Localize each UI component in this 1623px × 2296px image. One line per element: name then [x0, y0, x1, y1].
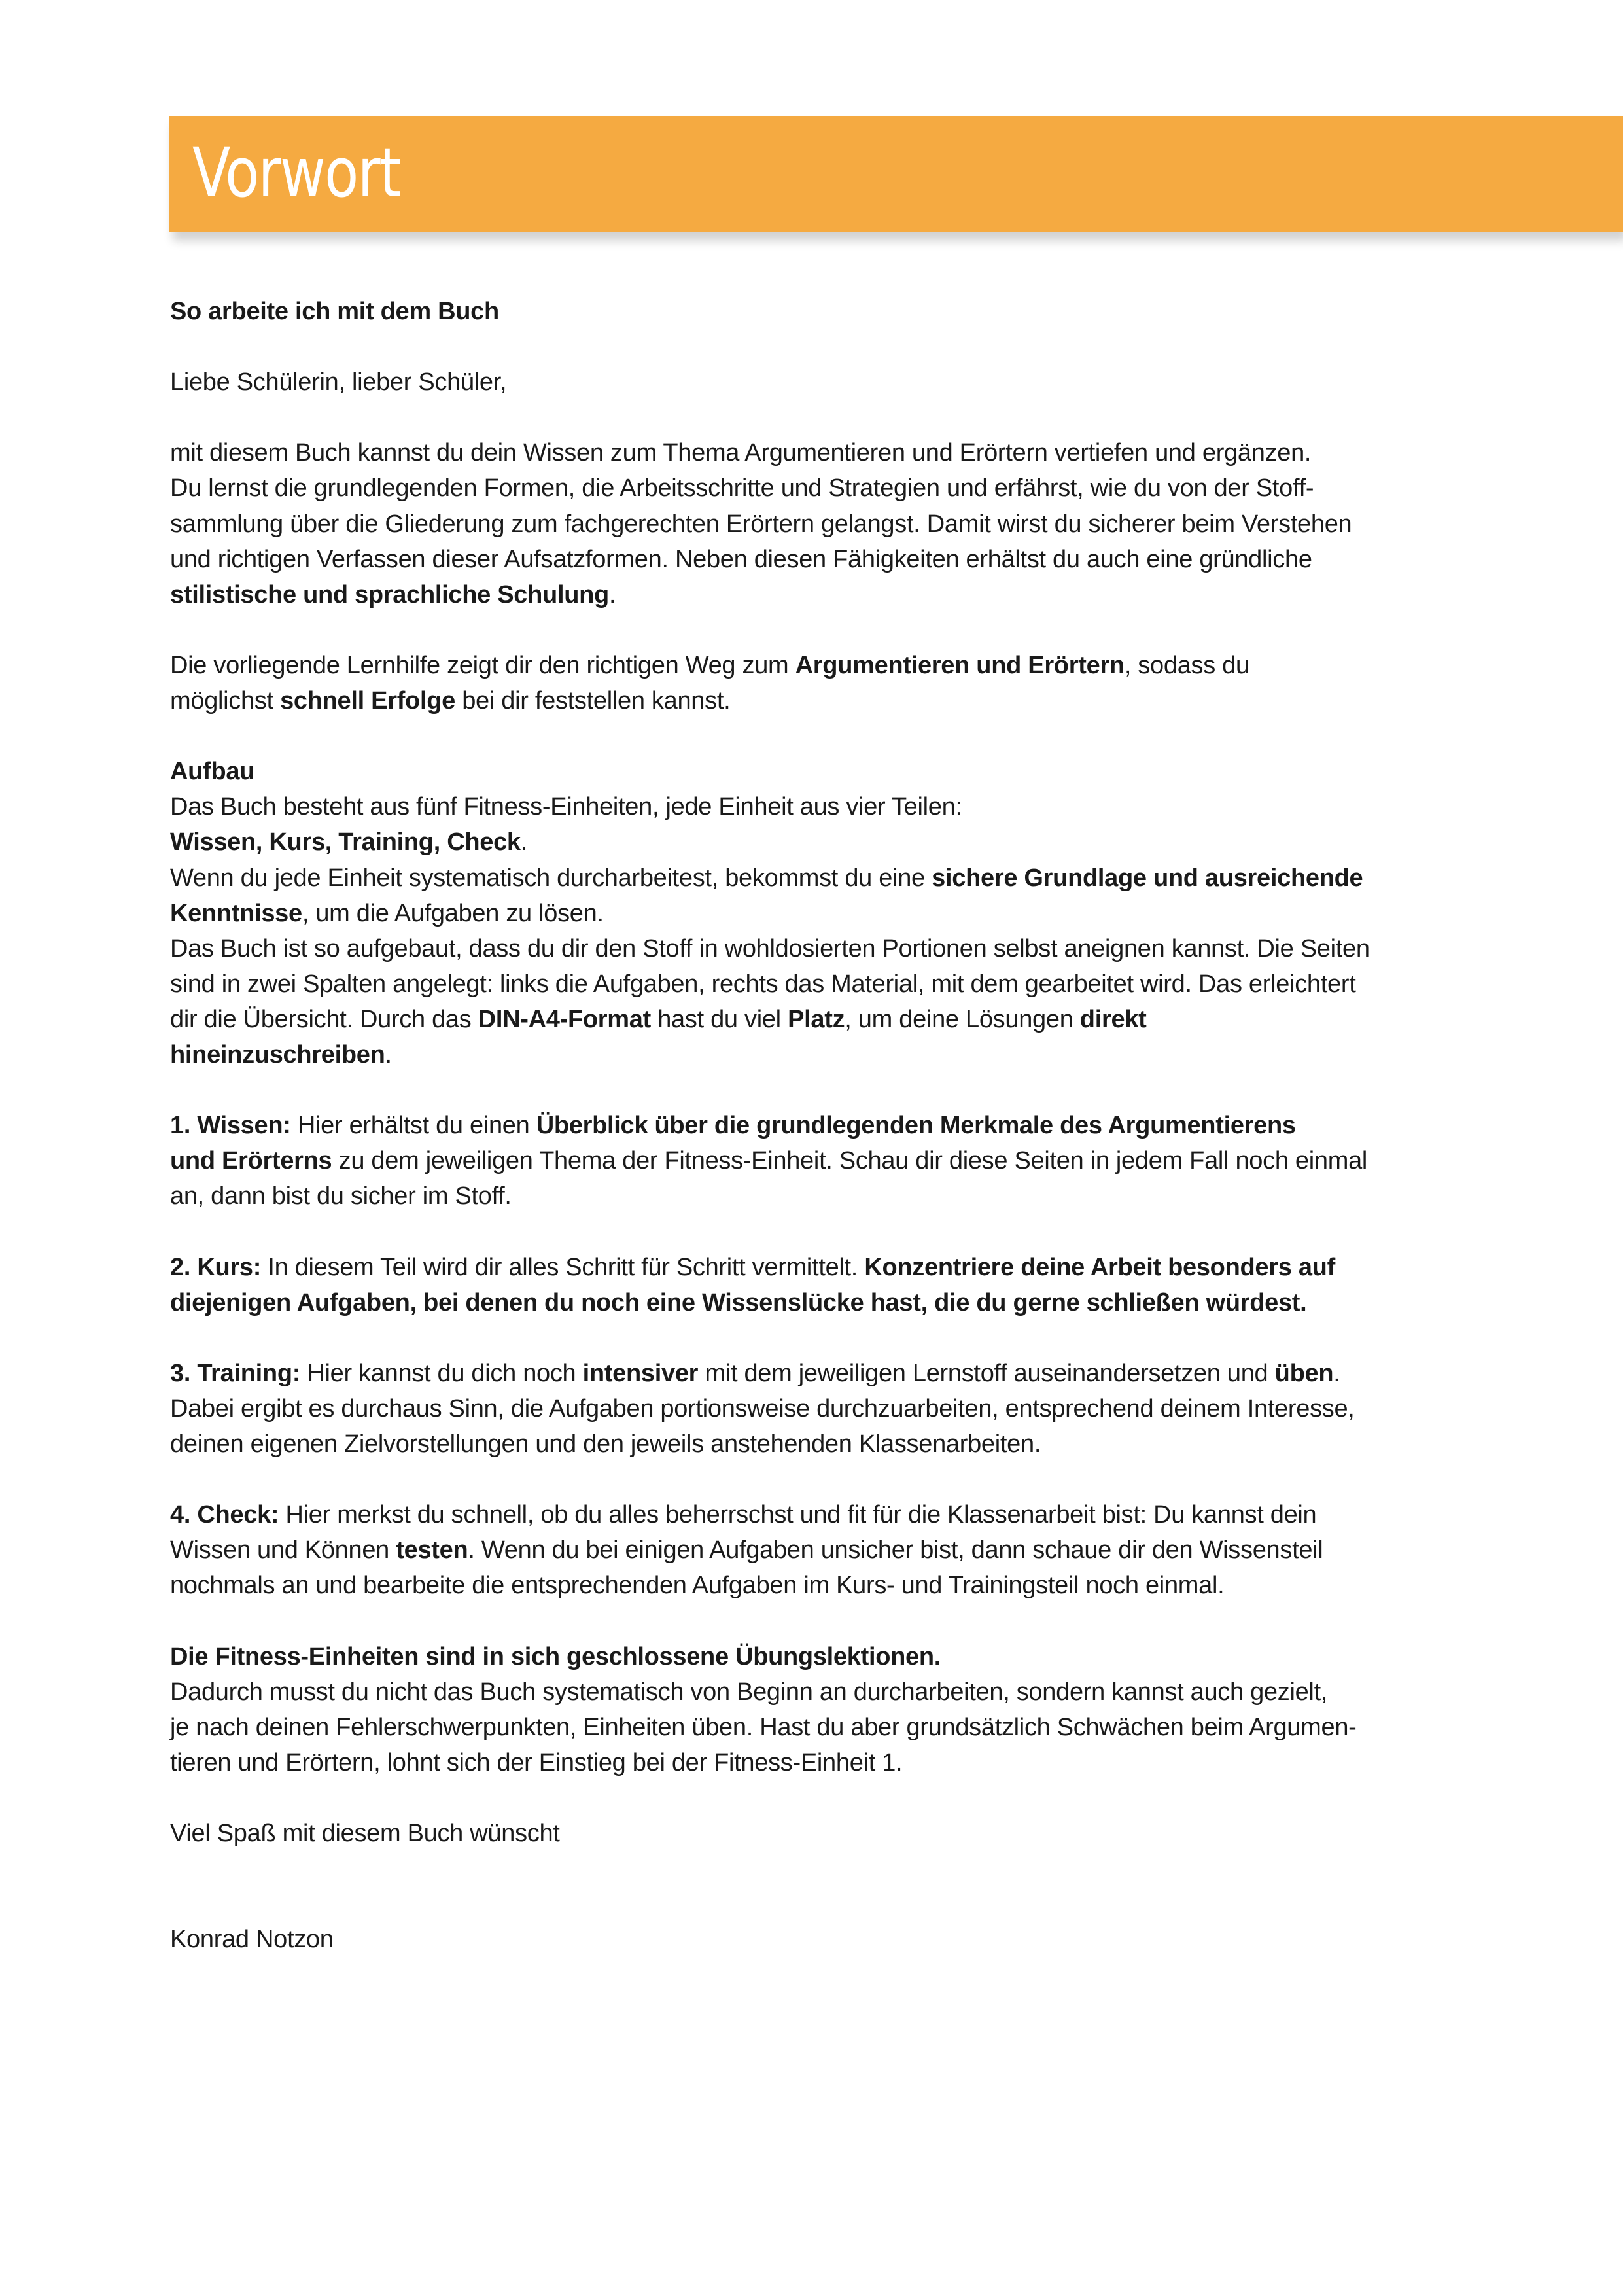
text-line	[170, 470, 1478, 506]
text-line	[170, 860, 1478, 896]
bold-text: DIN-A4-Format	[478, 1005, 651, 1033]
text-line	[170, 824, 1478, 860]
bold-text: Wissen, Kurs, Training, Check	[170, 828, 521, 857]
text-segment: .	[1333, 1359, 1340, 1387]
bold-text: direkt	[1079, 1005, 1147, 1033]
bold-text: stilistische und sprachliche Schulung	[170, 580, 609, 609]
text-segment: Das Buch ist so aufgebaut, dass du dir den Stoff in wohldosierten Portionen selbst aneignen kannst. Die Seiten	[170, 934, 1370, 963]
text-segment: , um die Aufgaben zu lösen.	[302, 899, 604, 927]
text-line	[170, 1356, 1478, 1391]
text-segment: . Wenn du bei einigen Aufgaben unsicher bist, dann schaue dir den Wissensteil	[468, 1536, 1323, 1564]
bold-text: schnell Erfolge	[280, 687, 455, 715]
text-segment: .	[385, 1040, 392, 1069]
bold-text: hineinzuschreiben	[170, 1040, 385, 1069]
text-segment: .	[520, 828, 528, 857]
bold-text: testen	[396, 1536, 468, 1564]
bold-text: sichere Grundlage und ausreichende	[932, 864, 1363, 892]
text-segment: Liebe Schülerin, lieber Schüler,	[170, 368, 507, 397]
bold-text: 4. Check:	[170, 1501, 279, 1529]
blank-line	[170, 400, 1478, 435]
text-segment: deinen eigenen Zielvorstellungen und den jeweils anstehenden Klassenarbeiten.	[170, 1430, 1041, 1458]
text-line	[170, 294, 1478, 329]
text-line	[170, 1250, 1478, 1285]
bold-text: So arbeite ich mit dem Buch	[170, 298, 499, 325]
text-line	[170, 966, 1478, 1002]
text-segment: Viel Spaß mit diesem Buch wünscht	[170, 1820, 560, 1848]
text-segment: Hier erhältst du einen	[290, 1112, 536, 1140]
blank-line	[170, 1214, 1478, 1249]
text-line	[170, 1285, 1478, 1320]
text-line	[170, 1639, 1478, 1674]
blank-line	[170, 1886, 1478, 1922]
text-line	[170, 1178, 1478, 1214]
bold-text: Argumentieren und Erörtern	[795, 651, 1125, 679]
text-segment: zu dem jeweiligen Thema der Fitness-Einheit. Schau dir diese Seiten in jedem Fall noch einmal	[332, 1147, 1368, 1175]
bold-text: und Erörterns	[170, 1147, 332, 1175]
text-line	[170, 1532, 1478, 1568]
text-segment: mit diesem Buch kannst du dein Wissen zum Thema Argumentieren und Erörtern vertiefen und ergänzen.	[170, 439, 1312, 467]
text-line	[170, 364, 1478, 400]
text-segment: Dadurch musst du nicht das Buch systematisch von Beginn an durcharbeiten, sondern kannst auch gezielt,	[170, 1678, 1328, 1706]
text-line	[170, 1037, 1478, 1072]
text-segment: Das Buch besteht aus fünf Fitness-Einheiten, jede Einheit aus vier Teilen:	[170, 793, 962, 821]
blank-line	[170, 718, 1478, 754]
text-segment: sammlung über die Gliederung zum fachgerechten Erörtern gelangst. Damit wirst du sicherer beim Verstehen	[170, 510, 1352, 538]
text-line	[170, 506, 1478, 542]
blank-line	[170, 1462, 1478, 1497]
text-segment: sind in zwei Spalten angelegt: links die Aufgaben, rechts das Material, mit dem gearbeitet wird. Das erleichtert	[170, 970, 1356, 998]
bold-text: üben	[1274, 1359, 1334, 1387]
text-segment: Dabei ergibt es durchaus Sinn, die Aufgaben portionsweise durchzuarbeiten, entsprechend deinem Interesse,	[170, 1394, 1355, 1422]
text-segment: Wissen und Können	[170, 1536, 396, 1564]
text-line	[170, 435, 1478, 470]
blank-line	[170, 1320, 1478, 1356]
bold-text: 1. Wissen:	[170, 1112, 291, 1140]
text-segment: an, dann bist du sicher im Stoff.	[170, 1182, 512, 1210]
text-line	[170, 1674, 1478, 1710]
bold-text: 2. Kurs:	[170, 1253, 262, 1281]
text-line	[170, 1002, 1478, 1037]
text-line	[170, 896, 1478, 931]
text-line	[170, 1745, 1478, 1780]
text-line	[170, 789, 1478, 824]
bold-text: Überblick über die grundlegenden Merkmale des Argumentierens	[536, 1112, 1296, 1140]
text-segment: , um deine Lösungen	[845, 1005, 1080, 1033]
bold-text: 3. Training:	[170, 1359, 301, 1387]
text-segment: Hier kannst du dich noch	[300, 1359, 583, 1387]
blank-line	[170, 1851, 1478, 1886]
chapter-banner	[169, 116, 1623, 232]
text-segment: möglichst	[170, 687, 281, 715]
blank-line	[170, 612, 1478, 648]
text-line	[170, 1816, 1478, 1851]
text-line	[170, 1710, 1478, 1745]
text-line	[170, 1922, 1478, 1957]
text-segment: und richtigen Verfassen dieser Aufsatzformen. Neben diesen Fähigkeiten erhältst du auch eine gründliche	[170, 545, 1312, 573]
text-segment: In diesem Teil wird dir alles Schritt für Schritt vermittelt.	[261, 1253, 865, 1281]
bold-text: diejenigen Aufgaben, bei denen du noch eine Wissenslücke hast, die du gerne schließen würdest.	[170, 1288, 1307, 1316]
bold-text: Platz	[788, 1005, 845, 1033]
bold-text: Kenntnisse	[170, 899, 302, 927]
chapter-title: Vorwort	[192, 133, 400, 213]
text-segment: je nach deinen Fehlerschwerpunkten, Einheiten üben. Hast du aber grundsätzlich Schwächen beim Argumen-	[170, 1713, 1357, 1741]
text-segment: mit dem jeweiligen Lernstoff auseinandersetzen und	[698, 1359, 1275, 1387]
bold-text: Konzentriere deine Arbeit besonders auf	[864, 1253, 1335, 1281]
text-segment: hast du viel	[650, 1005, 788, 1033]
text-line	[170, 683, 1478, 718]
text-line	[170, 1143, 1478, 1178]
bold-text: Aufbau	[170, 758, 255, 786]
blank-line	[170, 1603, 1478, 1638]
text-segment: dir die Übersicht. Durch das	[170, 1005, 478, 1033]
text-line	[170, 1108, 1478, 1143]
text-line	[170, 754, 1478, 789]
text-segment: Die vorliegende Lernhilfe zeigt dir den richtigen Weg zum	[170, 651, 795, 679]
text-line	[170, 1391, 1478, 1426]
text-segment: nochmals an und bearbeite die entsprechenden Aufgaben im Kurs- und Trainingsteil noch einmal.	[170, 1572, 1225, 1600]
foreword-body	[170, 294, 1478, 1957]
text-line	[170, 542, 1478, 577]
text-segment: , sodass du	[1124, 651, 1249, 679]
text-line	[170, 648, 1478, 683]
blank-line	[170, 1780, 1478, 1816]
text-line	[170, 1426, 1478, 1462]
text-line	[170, 1568, 1478, 1603]
bold-text: Die Fitness-Einheiten sind in sich geschlossene Übungslektionen.	[170, 1642, 941, 1670]
blank-line	[170, 1072, 1478, 1108]
text-segment: Du lernst die grundlegenden Formen, die Arbeitsschritte und Strategien und erfährst, wie du von der Stoff-	[170, 474, 1314, 503]
blank-line	[170, 329, 1478, 364]
text-line	[170, 1497, 1478, 1532]
text-segment: Konrad Notzon	[170, 1926, 334, 1954]
text-segment: .	[608, 580, 616, 609]
text-line	[170, 931, 1478, 966]
text-segment: tieren und Erörtern, lohnt sich der Einstieg bei der Fitness-Einheit 1.	[170, 1748, 903, 1776]
text-segment: Hier merkst du schnell, ob du alles beherrschst und fit für die Klassenarbeit bist: Du kannst dein	[279, 1501, 1317, 1529]
bold-text: intensiver	[582, 1359, 699, 1387]
text-line	[170, 577, 1478, 612]
text-segment: bei dir feststellen kannst.	[455, 687, 731, 715]
text-segment: Wenn du jede Einheit systematisch durcharbeitest, bekommst du eine	[170, 864, 932, 892]
